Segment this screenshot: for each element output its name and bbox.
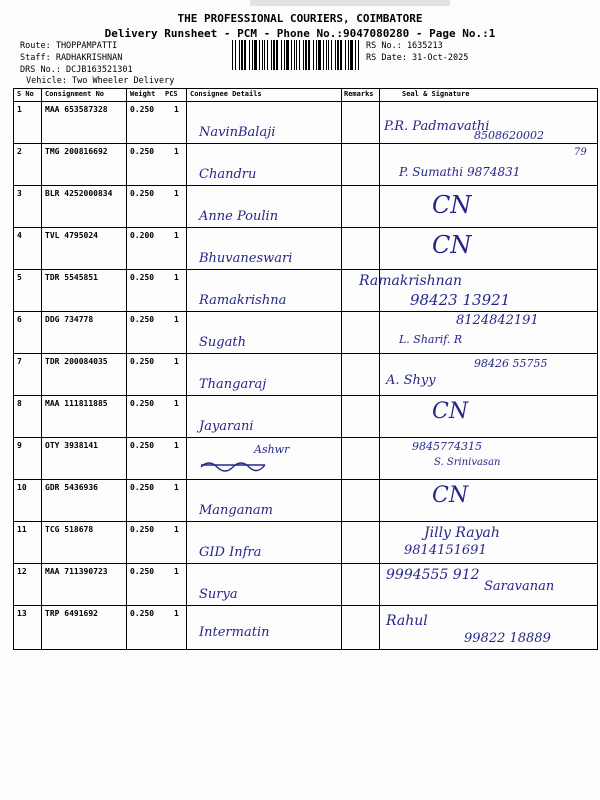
barcode-bar bbox=[355, 40, 356, 70]
barcode-bar bbox=[299, 40, 300, 70]
signature-phone: 9994555 912 bbox=[386, 567, 480, 583]
barcode-bar bbox=[313, 40, 314, 70]
row-sno: 12 bbox=[17, 567, 27, 576]
barcode-bar bbox=[239, 40, 240, 70]
barcode-bar bbox=[271, 40, 272, 70]
row-sno: 5 bbox=[17, 273, 22, 282]
row-pcs: 1 bbox=[174, 357, 179, 366]
row-weight: 0.250 bbox=[130, 147, 155, 156]
row-weight: 0.250 bbox=[130, 273, 155, 282]
row-consignment: MAA 711390723 bbox=[45, 567, 108, 576]
barcode-bar bbox=[259, 40, 260, 70]
row-weight: 0.250 bbox=[130, 525, 155, 534]
barcode-bar bbox=[345, 40, 346, 70]
consignee-handwriting: NavinBalaji bbox=[199, 125, 276, 140]
signature-handwriting: Jilly Rayah bbox=[424, 525, 500, 541]
company-title: THE PROFESSIONAL COURIERS, COIMBATORE bbox=[177, 12, 423, 25]
table-row bbox=[14, 227, 597, 270]
row-weight: 0.250 bbox=[130, 609, 155, 618]
signature-handwriting: Saravanan bbox=[484, 579, 555, 594]
row-sno: 8 bbox=[17, 399, 22, 408]
barcode-bar bbox=[291, 40, 292, 70]
signature-handwriting: CN bbox=[432, 191, 472, 219]
barcode-bar bbox=[262, 40, 263, 70]
barcode-bar bbox=[241, 40, 243, 70]
row-consignment: MAA 111811885 bbox=[45, 399, 108, 408]
table-row bbox=[14, 521, 597, 564]
barcode-bar bbox=[328, 40, 329, 70]
barcode-bar bbox=[326, 40, 327, 70]
table-row bbox=[14, 353, 597, 396]
struck-out-name-scribble bbox=[199, 455, 269, 475]
row-sno: 1 bbox=[17, 105, 22, 114]
table-row bbox=[14, 269, 597, 312]
barcode-bar bbox=[252, 40, 253, 70]
consignee-handwriting: Anne Poulin bbox=[199, 209, 279, 224]
signature-handwriting: L. Sharif. R bbox=[399, 333, 463, 346]
barcode-bar bbox=[308, 40, 310, 70]
consignee-handwriting: GID Infra bbox=[199, 545, 262, 560]
row-weight: 0.250 bbox=[130, 441, 155, 450]
row-pcs: 1 bbox=[174, 147, 179, 156]
row-consignment: OTY 3938141 bbox=[45, 441, 98, 450]
barcode-bar bbox=[340, 40, 342, 70]
barcode-bar bbox=[244, 40, 246, 70]
consignee-handwriting: Jayarani bbox=[199, 419, 254, 434]
barcode-bar bbox=[358, 40, 359, 70]
rs-number: RS No.: 1635213 bbox=[366, 41, 443, 51]
consignee-handwriting: Sugath bbox=[199, 335, 246, 350]
barcode-bar bbox=[305, 40, 307, 70]
row-pcs: 1 bbox=[174, 315, 179, 324]
scan-mark bbox=[250, 0, 450, 6]
col-consignee: Consignee Details bbox=[190, 90, 262, 98]
row-weight: 0.250 bbox=[130, 483, 155, 492]
row-sno: 9 bbox=[17, 441, 22, 450]
signature-handwriting: A. Shyy bbox=[386, 373, 436, 388]
barcode-bar bbox=[232, 40, 233, 70]
signature-phone: 8124842191 bbox=[456, 313, 539, 328]
table-row bbox=[14, 185, 597, 228]
signature-handwriting: Ramakrishnan bbox=[359, 273, 463, 289]
row-weight: 0.200 bbox=[130, 231, 155, 240]
barcode-bar bbox=[348, 40, 349, 70]
table-row bbox=[14, 101, 597, 144]
row-consignment: BLR 4252000834 bbox=[45, 189, 113, 198]
row-sno: 3 bbox=[17, 189, 22, 198]
barcode-bar bbox=[267, 40, 268, 70]
barcode-bar bbox=[249, 40, 250, 70]
barcode-bar bbox=[254, 40, 257, 70]
consignee-handwriting: Manganam bbox=[199, 503, 273, 518]
table-row bbox=[14, 311, 597, 354]
consignee-handwriting: Ramakrishna bbox=[199, 293, 287, 308]
row-consignment: MAA 653587328 bbox=[45, 105, 108, 114]
row-pcs: 1 bbox=[174, 441, 179, 450]
barcode-bar bbox=[273, 40, 275, 70]
row-sno: 7 bbox=[17, 357, 22, 366]
barcode-bar bbox=[284, 40, 285, 70]
barcode-bar bbox=[264, 40, 265, 70]
row-pcs: 1 bbox=[174, 609, 179, 618]
row-consignment: TRP 6491692 bbox=[45, 609, 98, 618]
signature-handwriting: CN bbox=[432, 483, 469, 508]
barcode-bar bbox=[235, 40, 236, 70]
signature-handwriting: CN bbox=[432, 399, 469, 424]
row-pcs: 1 bbox=[174, 105, 179, 114]
table-row bbox=[14, 605, 597, 648]
signature-handwriting: Rahul bbox=[386, 613, 428, 629]
row-sno: 11 bbox=[17, 525, 27, 534]
barcode-bar bbox=[335, 40, 336, 70]
row-sno: 13 bbox=[17, 609, 27, 618]
barcode-bar bbox=[337, 40, 339, 70]
barcode-image bbox=[232, 40, 362, 70]
row-weight: 0.250 bbox=[130, 105, 155, 114]
row-weight: 0.250 bbox=[130, 189, 155, 198]
row-pcs: 1 bbox=[174, 189, 179, 198]
row-consignment: TDR 200084035 bbox=[45, 357, 108, 366]
barcode-bar bbox=[323, 40, 324, 70]
signature-handwriting: CN bbox=[432, 231, 472, 259]
row-pcs: 1 bbox=[174, 231, 179, 240]
barcode-bar bbox=[303, 40, 304, 70]
barcode-bar bbox=[276, 40, 278, 70]
row-pcs: 1 bbox=[174, 525, 179, 534]
runsheet-table bbox=[13, 88, 598, 650]
table-row bbox=[14, 563, 597, 606]
row-pcs: 1 bbox=[174, 399, 179, 408]
row-pcs: 1 bbox=[174, 273, 179, 282]
consignee-handwriting: Surya bbox=[199, 587, 238, 602]
rs-date: RS Date: 31-Oct-2025 bbox=[366, 53, 469, 63]
signature-handwriting: P.R. Padmavathi bbox=[384, 119, 490, 134]
consignee-handwriting: Thangaraj bbox=[199, 377, 267, 392]
row-consignment: TMG 200816692 bbox=[45, 147, 108, 156]
row-sno: 4 bbox=[17, 231, 22, 240]
drs-number: DRS No.: DCJB163521301 bbox=[20, 65, 133, 75]
signature-phone: 99822 18889 bbox=[464, 631, 551, 646]
row-weight: 0.250 bbox=[130, 315, 155, 324]
vehicle-label: Vehicle: Two Wheeler Delivery bbox=[26, 76, 175, 86]
col-weight: Weight bbox=[130, 90, 156, 98]
col-consignment: Consignment No bbox=[45, 90, 105, 98]
row-consignment: TVL 4795024 bbox=[45, 231, 98, 240]
consignee-handwriting: Bhuvaneswari bbox=[199, 251, 293, 266]
row-pcs: 1 bbox=[174, 483, 179, 492]
table-row bbox=[14, 143, 597, 186]
col-pcs: PCS bbox=[165, 90, 178, 98]
row-consignment: DDG 734778 bbox=[45, 315, 94, 324]
barcode-bar bbox=[331, 40, 332, 70]
row-weight: 0.250 bbox=[130, 399, 155, 408]
signature-handwriting: S. Srinivasan bbox=[434, 457, 501, 468]
row-sno: 2 bbox=[17, 147, 22, 156]
barcode-bar bbox=[281, 40, 282, 70]
consignee-handwriting: Ashwr bbox=[254, 443, 290, 456]
row-consignment: TDR 5545851 bbox=[45, 273, 98, 282]
row-weight: 0.250 bbox=[130, 567, 155, 576]
col-remarks: Remarks bbox=[344, 90, 374, 98]
signature-phone: 98426 55755 bbox=[474, 357, 548, 370]
row-consignment: TCG 518678 bbox=[45, 525, 94, 534]
barcode-bar bbox=[296, 40, 297, 70]
col-sno: S No bbox=[17, 90, 34, 98]
consignee-handwriting: Intermatin bbox=[199, 625, 270, 640]
signature-note: 79 bbox=[574, 147, 587, 158]
table-row bbox=[14, 437, 597, 480]
signature-phone: 9845774315 bbox=[412, 440, 482, 453]
route-label: Route: THOPPAMPATTI bbox=[20, 41, 118, 51]
table-row bbox=[14, 479, 597, 522]
signature-phone: 8508620002 bbox=[474, 129, 544, 142]
signature-handwriting: P. Sumathi 9874831 bbox=[399, 165, 521, 179]
barcode-bar bbox=[316, 40, 317, 70]
table-row bbox=[14, 395, 597, 438]
barcode-bar bbox=[350, 40, 353, 70]
consignee-handwriting: Chandru bbox=[199, 167, 257, 182]
staff-label: Staff: RADHAKRISHNAN bbox=[20, 53, 123, 63]
runsheet-subtitle: Delivery Runsheet - PCM - Phone No.:9047080280 - Page No.:1 bbox=[104, 27, 496, 40]
barcode-bar bbox=[286, 40, 289, 70]
row-consignment: GDR 5436936 bbox=[45, 483, 98, 492]
barcode-bar bbox=[294, 40, 295, 70]
row-sno: 6 bbox=[17, 315, 22, 324]
row-pcs: 1 bbox=[174, 567, 179, 576]
row-sno: 10 bbox=[17, 483, 27, 492]
barcode-bar bbox=[318, 40, 321, 70]
row-weight: 0.250 bbox=[130, 357, 155, 366]
signature-phone: 98423 13921 bbox=[410, 291, 511, 309]
col-seal: Seal & Signature bbox=[402, 90, 470, 98]
signature-phone: 9814151691 bbox=[404, 543, 487, 558]
